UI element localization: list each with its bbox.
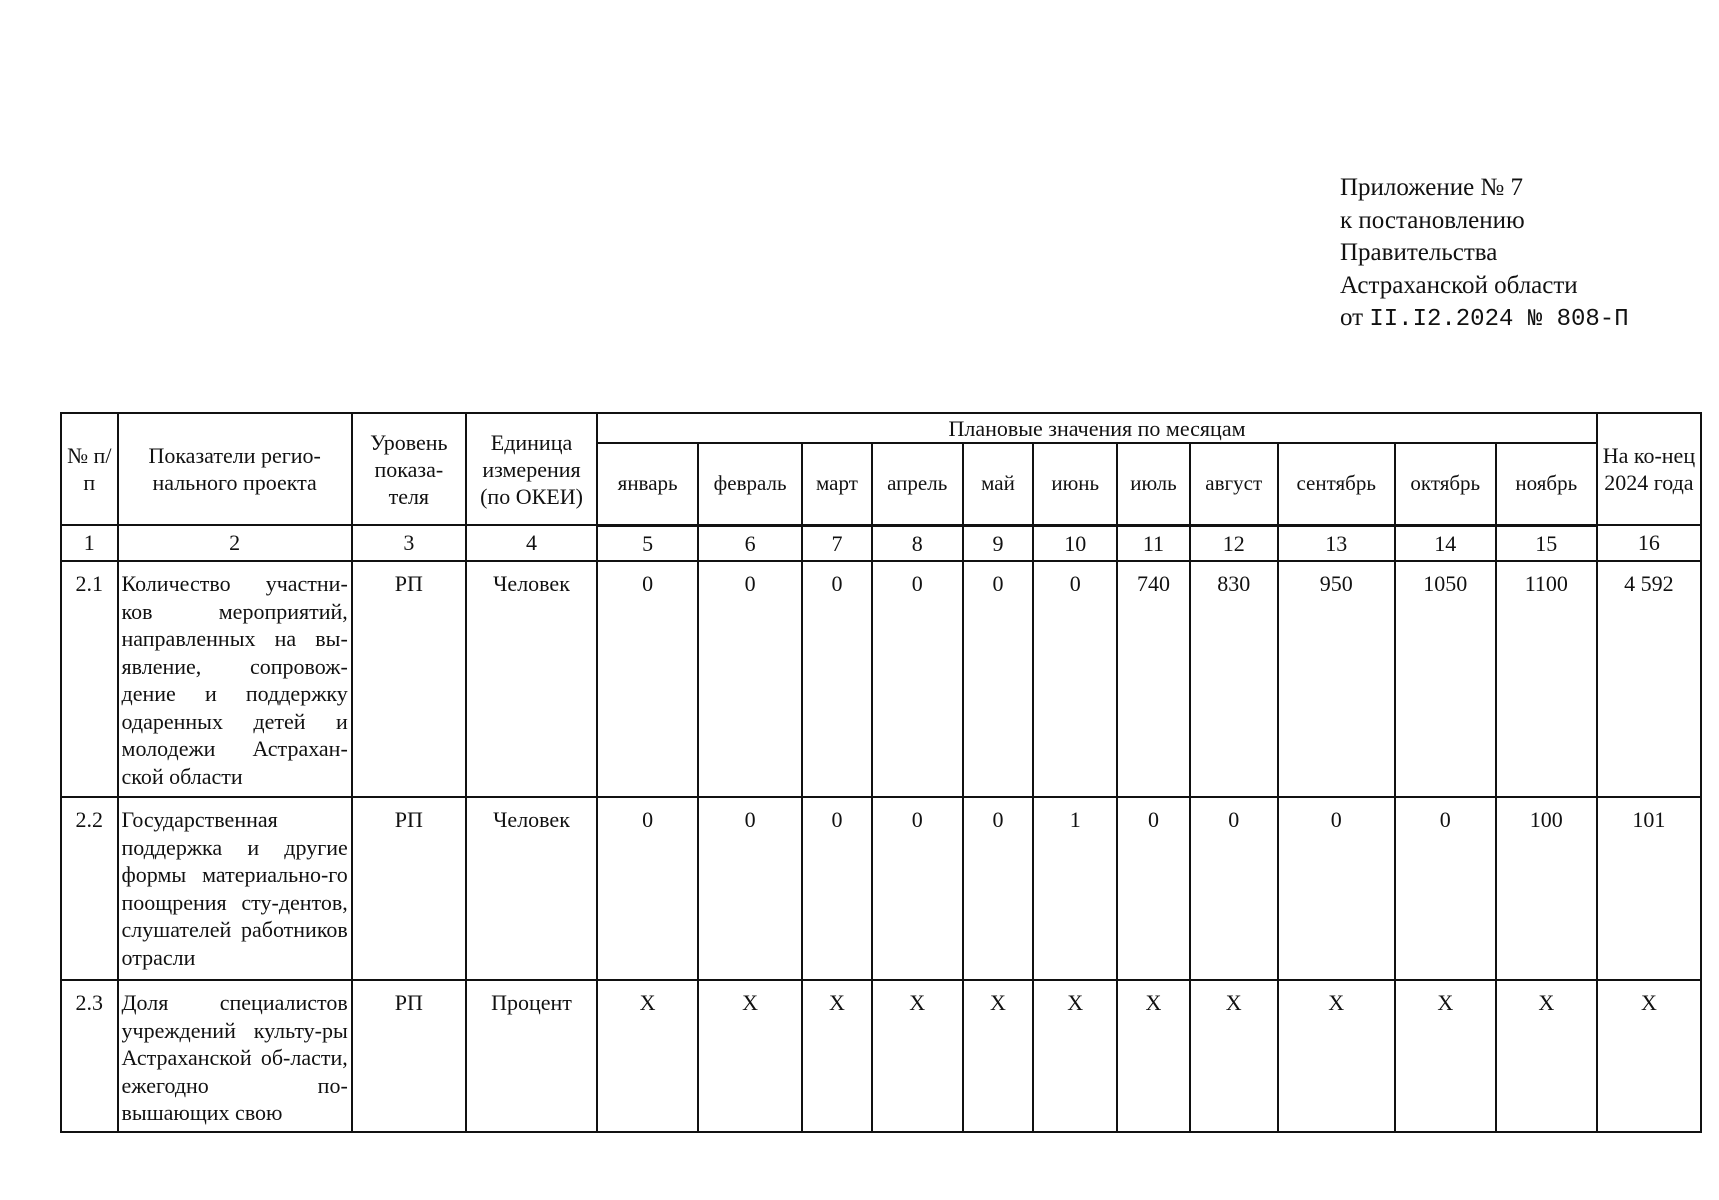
column-number: 4 bbox=[466, 525, 597, 561]
appendix-date-prefix: от bbox=[1340, 304, 1364, 331]
row-value-jun: X bbox=[1033, 980, 1117, 1132]
row-unit: Процент bbox=[466, 980, 597, 1132]
row-value-nov: 100 bbox=[1496, 797, 1597, 980]
appendix-date bbox=[1340, 302, 1629, 337]
row-year-end: 4 592 bbox=[1597, 561, 1701, 797]
column-number: 14 bbox=[1395, 525, 1496, 561]
row-value-mar: 0 bbox=[802, 797, 872, 980]
row-unit: Человек bbox=[466, 561, 597, 797]
row-value-jun: 1 bbox=[1033, 797, 1117, 980]
month-header: июнь bbox=[1033, 443, 1117, 525]
month-header: апрель bbox=[872, 443, 963, 525]
row-level: РП bbox=[352, 561, 466, 797]
row-value-mar: X bbox=[802, 980, 872, 1132]
row-value-aug: X bbox=[1190, 980, 1278, 1132]
column-number: 3 bbox=[352, 525, 466, 561]
row-indicator: Государственная поддержка и другие формы материально-го поощрения сту-дентов, слушателей работников отрасли bbox=[118, 797, 352, 980]
month-header: май bbox=[963, 443, 1034, 525]
header-unit: Единица измерения (по ОКЕИ) bbox=[466, 413, 597, 525]
row-indicator: Доля специалистов учреждений культу-ры Астраханской об-ласти, ежегодно по-вышающих свою bbox=[118, 980, 352, 1132]
row-value-may: 0 bbox=[963, 561, 1034, 797]
row-value-may: 0 bbox=[963, 797, 1034, 980]
table-row bbox=[61, 561, 1701, 797]
row-value-apr: X bbox=[872, 980, 963, 1132]
row-value-jan: 0 bbox=[597, 561, 698, 797]
month-header: январь bbox=[597, 443, 698, 525]
appendix-date-number: II.I2.2024 № 808-П bbox=[1369, 306, 1629, 333]
appendix-resolution: к постановлению bbox=[1340, 206, 1525, 234]
column-number: 10 bbox=[1033, 525, 1117, 561]
column-number: 15 bbox=[1496, 525, 1597, 561]
column-number: 5 bbox=[597, 525, 698, 561]
row-value-feb: X bbox=[698, 980, 802, 1132]
header-num: № п/п bbox=[61, 413, 118, 525]
row-value-jul: X bbox=[1117, 980, 1190, 1132]
appendix-government: Правительства bbox=[1340, 239, 1498, 266]
row-value-aug: 830 bbox=[1190, 561, 1278, 797]
row-value-nov: 1100 bbox=[1496, 561, 1597, 797]
row-value-jul: 740 bbox=[1117, 561, 1190, 797]
table-row bbox=[61, 980, 1701, 1132]
row-value-sep: 0 bbox=[1278, 797, 1395, 980]
header-row-top bbox=[61, 413, 1701, 443]
row-unit: Человек bbox=[466, 797, 597, 980]
column-number: 13 bbox=[1278, 525, 1395, 561]
month-header: март bbox=[802, 443, 872, 525]
column-number: 8 bbox=[872, 525, 963, 561]
month-header: сентябрь bbox=[1278, 443, 1395, 525]
plan-table bbox=[60, 412, 1702, 1133]
row-level: РП bbox=[352, 980, 466, 1132]
appendix-block bbox=[1340, 172, 1629, 337]
row-value-apr: 0 bbox=[872, 561, 963, 797]
month-header: июль bbox=[1117, 443, 1190, 525]
table-row bbox=[61, 797, 1701, 980]
row-value-oct: 0 bbox=[1395, 797, 1496, 980]
row-value-may: X bbox=[963, 980, 1034, 1132]
row-value-feb: 0 bbox=[698, 561, 802, 797]
appendix-number: Приложение № 7 bbox=[1340, 174, 1524, 201]
row-num: 2.2 bbox=[61, 797, 118, 980]
appendix-region: Астраханской области bbox=[1340, 271, 1578, 299]
row-value-nov: X bbox=[1496, 980, 1597, 1132]
column-number: 6 bbox=[698, 525, 802, 561]
column-number: 7 bbox=[802, 525, 872, 561]
column-number: 9 bbox=[963, 525, 1034, 561]
month-header: февраль bbox=[698, 443, 802, 525]
row-value-apr: 0 bbox=[872, 797, 963, 980]
row-num: 2.3 bbox=[61, 980, 118, 1132]
row-value-jan: 0 bbox=[597, 797, 698, 980]
column-number-row bbox=[61, 525, 1701, 561]
column-number: 11 bbox=[1117, 525, 1190, 561]
header-indicator: Показатели регио-нального проекта bbox=[118, 413, 352, 525]
row-value-sep: X bbox=[1278, 980, 1395, 1132]
row-value-oct: X bbox=[1395, 980, 1496, 1132]
row-year-end: 101 bbox=[1597, 797, 1701, 980]
month-header: август bbox=[1190, 443, 1278, 525]
row-level: РП bbox=[352, 797, 466, 980]
month-header: ноябрь bbox=[1496, 443, 1597, 525]
row-value-jun: 0 bbox=[1033, 561, 1117, 797]
column-number: 2 bbox=[118, 525, 352, 561]
row-value-feb: 0 bbox=[698, 797, 802, 980]
row-value-jul: 0 bbox=[1117, 797, 1190, 980]
column-number: 12 bbox=[1190, 525, 1278, 561]
row-value-jan: X bbox=[597, 980, 698, 1132]
column-number: 16 bbox=[1597, 525, 1701, 561]
header-plan: Плановые значения по месяцам bbox=[597, 413, 1597, 443]
row-num: 2.1 bbox=[61, 561, 118, 797]
column-number: 1 bbox=[61, 525, 118, 561]
header-year-end: На ко-нец 2024 года bbox=[1597, 413, 1701, 525]
header-level: Уровень показа-теля bbox=[352, 413, 466, 525]
row-year-end: X bbox=[1597, 980, 1701, 1132]
row-indicator: Количество участни-ков мероприятий, направленных на вы-явление, сопровож-дение и поддержку одаренных детей и молодежи Астрахан-ской области bbox=[118, 561, 352, 797]
row-value-aug: 0 bbox=[1190, 797, 1278, 980]
row-value-mar: 0 bbox=[802, 561, 872, 797]
row-value-sep: 950 bbox=[1278, 561, 1395, 797]
month-header: октябрь bbox=[1395, 443, 1496, 525]
row-value-oct: 1050 bbox=[1395, 561, 1496, 797]
